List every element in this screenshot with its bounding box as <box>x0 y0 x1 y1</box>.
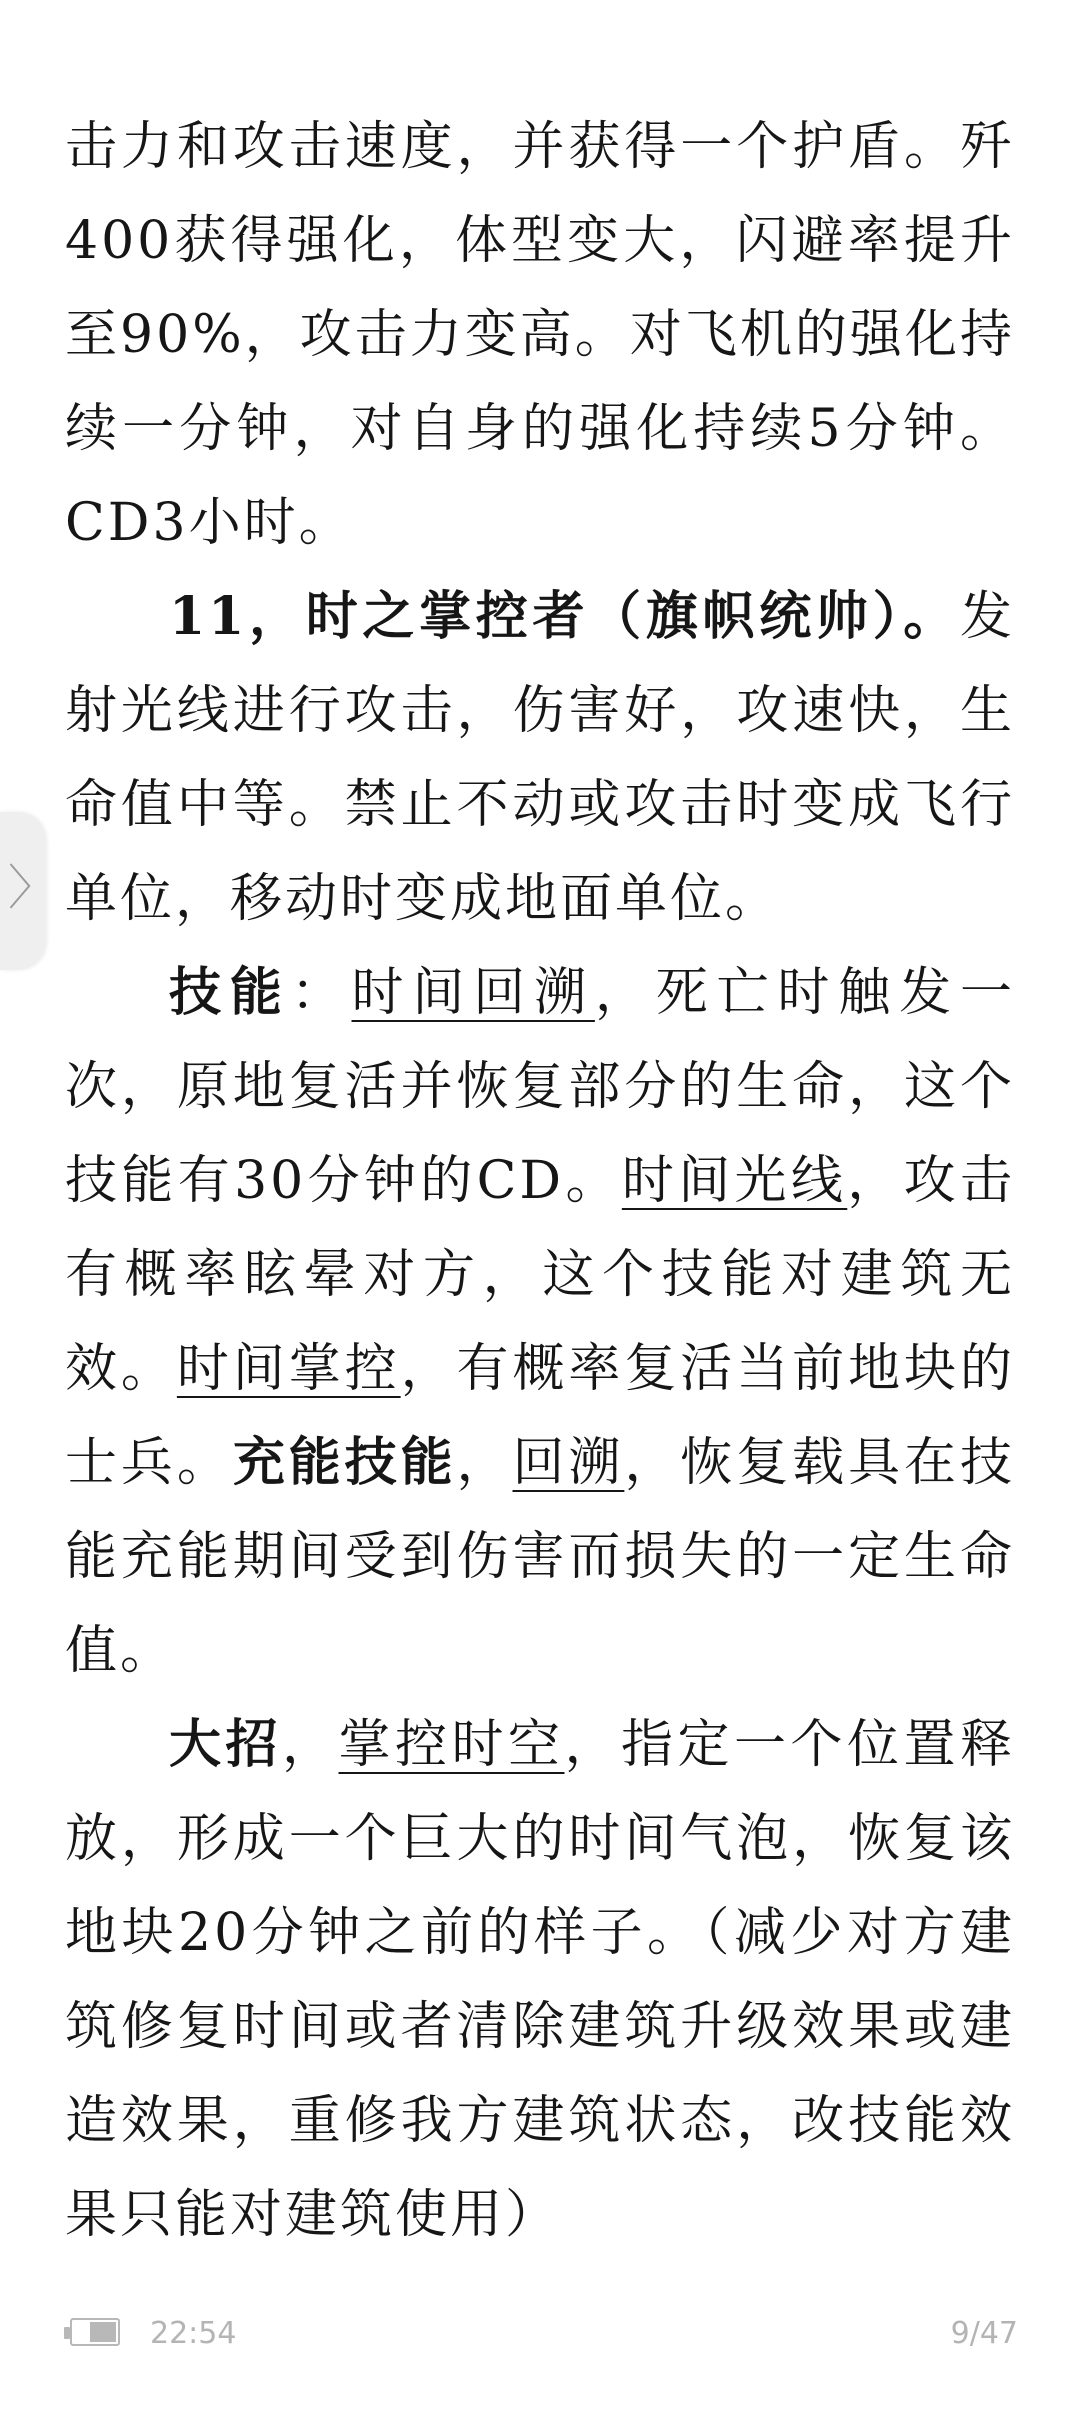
skill-name-time-control: 时间掌控 <box>176 1339 401 1399</box>
reader-page <box>65 100 1015 2262</box>
paragraph-2 <box>65 570 1015 946</box>
skill-desc-rewind: ，恢复载具在技能充能期间受到伤害而损失的一定生命值。 <box>65 1433 1015 1681</box>
skill-name-time-ray: 时间光线 <box>621 1151 848 1211</box>
paragraph-1 <box>65 100 1015 570</box>
skill-name-master-space-time: 掌控时空 <box>338 1715 565 1775</box>
skill-name-time-rewind: 时间回溯 <box>351 963 595 1023</box>
separator: ， <box>282 1715 339 1775</box>
ultimate-label: 大招 <box>169 1714 282 1775</box>
section-title: 11，时之掌控者（旗帜统帅）。 <box>169 586 960 647</box>
charge-skill-label: 充能技能 <box>232 1432 457 1493</box>
separator: ， <box>456 1433 513 1493</box>
colon: ： <box>290 963 352 1023</box>
skills-label: 技能 <box>169 962 291 1023</box>
side-menu-handle[interactable] <box>0 812 57 970</box>
clock-time: 22:54 <box>150 2316 237 2351</box>
paragraph-4 <box>65 1698 1015 2262</box>
skill-name-rewind: 回溯 <box>512 1433 625 1493</box>
paragraph-3 <box>65 946 1015 1698</box>
reader-status-bar <box>0 2310 1080 2360</box>
skill-desc-time-rewind: ，死亡时触发一次，原地复活并恢复部分的生命，这个技能有30分钟的CD。 <box>65 963 1015 1211</box>
battery-icon <box>64 2318 124 2348</box>
paragraph-1-text: 击力和攻击速度，并获得一个护盾。歼400获得强化，体型变大，闪避率提升至90%，攻击力变高。对飞机的强化持续一分钟，对自身的强化持续5分钟。CD3小时。 <box>65 117 1015 553</box>
skill-desc-time-ray: ，攻击有概率眩晕对方，这个技能对建筑无效。 <box>65 1151 1015 1399</box>
skill-desc-time-control: ，有概率复活当前地块的士兵。 <box>65 1339 1015 1493</box>
skill-desc-master-space-time: ，指定一个位置释放，形成一个巨大的时间气泡，恢复该地块20分钟之前的样子。（减少对方建筑修复时间或者清除建筑升级效果或建造效果，重修我方建筑状态，改技能效果只能对建筑使用） <box>65 1715 1015 2245</box>
chevron-right-icon: 〉 <box>8 860 57 916</box>
section-description: 发射光线进行攻击，伤害好，攻速快，生命值中等。禁止不动或攻击时变成飞行单位，移动时变成地面单位。 <box>65 587 1015 929</box>
page-indicator: 9/47 <box>950 2316 1018 2351</box>
